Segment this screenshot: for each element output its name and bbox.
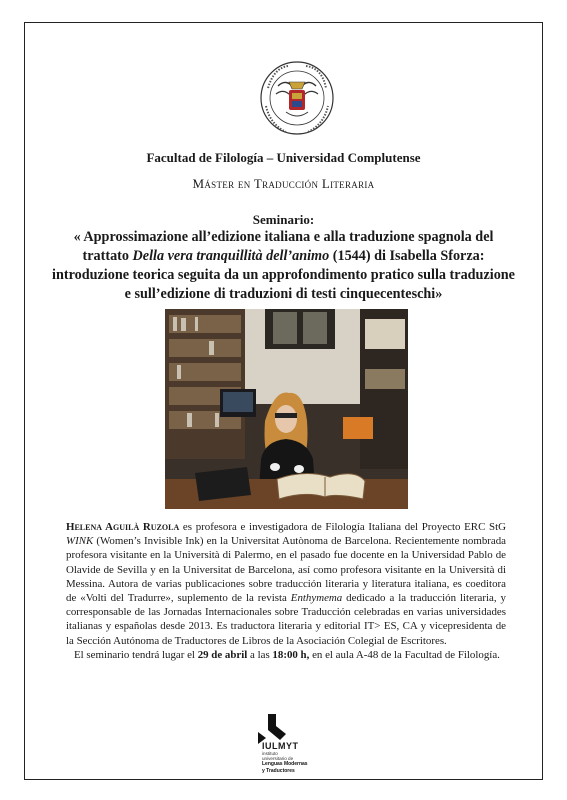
seminar-label: Seminario: — [252, 212, 315, 227]
master-heading — [0, 176, 567, 192]
seminar-title — [52, 228, 515, 304]
venue-text-1: El seminario tendrá lugar el — [74, 649, 198, 661]
bio-text-3: dedicado a la traducción literaria, y corresponsable de las Jornadas Internacionales sobre Traducción celebradas en varias universidades italianas y españolas desde 2013. Es traductora literaria y editorial IT> ES, CA y vicepresidenta de la Sección Autónoma de Traductores de Libros de la Asociación Colegial de Escritores. — [66, 592, 506, 647]
speaker-photo — [165, 309, 408, 509]
logo-line-4-wrap — [262, 768, 308, 774]
faculty-heading: Facultad de Filología – Universidad Complutense — [146, 150, 421, 165]
project-name: WINK — [66, 535, 94, 548]
journal-name: Enthymema — [290, 592, 343, 605]
university-seal — [258, 58, 336, 138]
bio-text-2: (Women’s Invisible Ink) en la Universitat Autònoma de Barcelona. Recientemente nombrada profesora visitante en la Università di Palermo, en el pasado fue docente en la Universidad Pablo de Olavide de Sevilla y en la Universitat de Barcelona, así como profesora visitante en la Università di Messina. Autora de varias publicaciones sobre traducción literaria y literatura italiana, es coeditora de «Volti del Tradurre», suplemento de la revista — [66, 535, 506, 605]
logo-subtitle — [262, 751, 308, 774]
venue-text-3: en el aula A-48 de la Facultad de Filología. — [309, 649, 500, 661]
bio-text-1: es profesora e investigadora de Filología Italiana del Proyecto ERC StG — [179, 521, 506, 533]
seminar-title-part1: « Approssimazione all’edizione italiana e alla traduzione spagnola del trattato — [73, 229, 494, 264]
logo-line-1: instituto — [262, 751, 278, 756]
speaker-name: Helena Aguilà Ruzola — [66, 521, 180, 533]
logo-line-2: universitario de — [262, 756, 294, 762]
logo-name: IULMYT — [262, 741, 299, 751]
master-title: Máster en Traducción Literaria — [192, 176, 375, 191]
seminar-title-part2: (1544) di Isabella Sforza: introduzione teorica seguita da un approfondimento pratico sulla traduzione e sull’edizione di traduzioni di testi cinquecenteschi» — [52, 248, 515, 302]
venue-text-2: a las — [247, 649, 273, 661]
venue-info — [66, 648, 506, 663]
seminar-title-work: Della vera tranquillità dell’animo — [132, 248, 330, 264]
event-time: 18:00 h, — [272, 649, 310, 661]
logo-line-3: Lenguas Modernas — [262, 761, 308, 768]
event-date: 29 de abril — [197, 649, 248, 661]
logo-line-4: y Traductores — [262, 767, 295, 774]
speaker-bio — [66, 520, 506, 648]
